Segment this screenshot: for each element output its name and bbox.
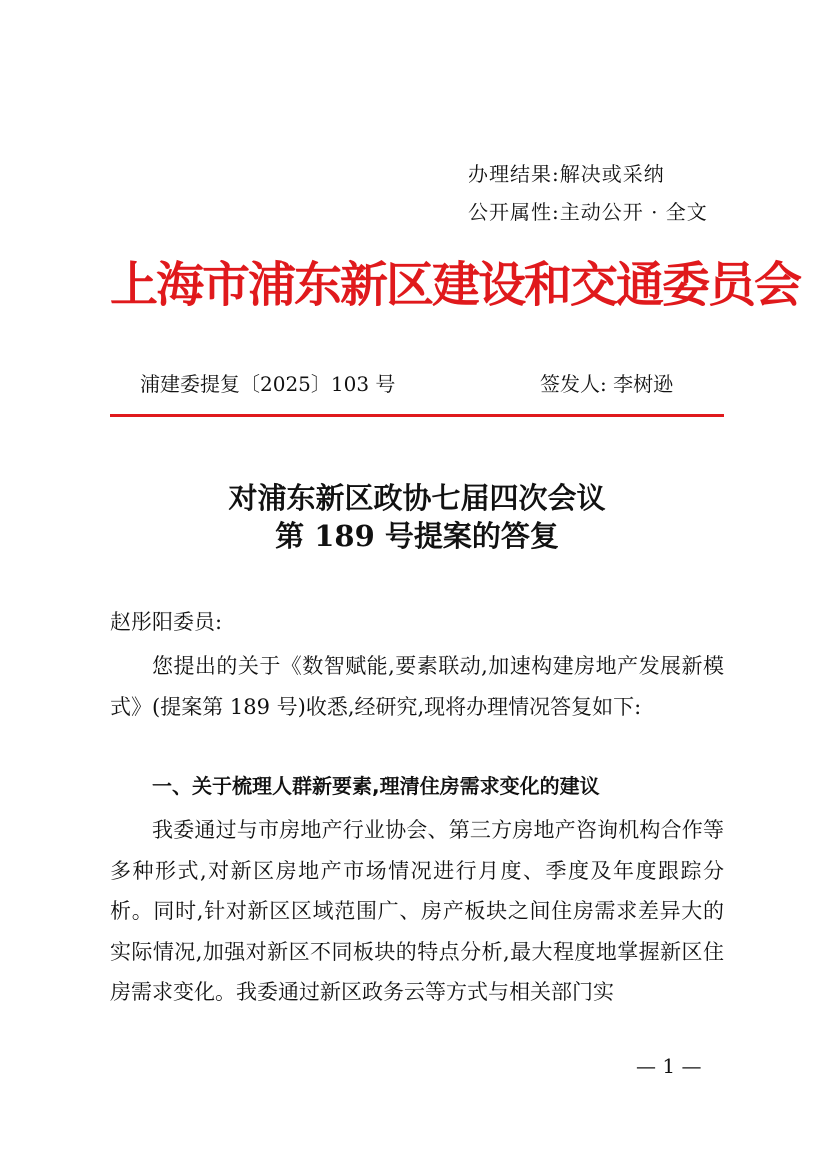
section-1-paragraph: 我委通过与市房地产行业协会、第三方房地产咨询机构合作等多种形式,对新区房地产市场情况进行月度、季度及年度跟踪分析。同时,针对新区区域范围广、房产板块之间住房需求差异大的实际情况,加强对新区不同板块的特点分析,最大程度地掌握新区住房需求变化。我委通过新区政务云等方式与相关部门实 [110,818,724,1004]
document-number: 浦建委提复〔2025〕103 号 [140,372,396,396]
signer: 签发人: 李树逊 [540,372,674,396]
handling-result: 办理结果:解决或采纳 [468,162,665,186]
salutation: 赵彤阳委员: [110,610,223,634]
page-number: — 1 — [636,1054,702,1078]
issuing-organization-title: 上海市浦东新区建设和交通委员会 [110,257,801,313]
disclosure-attribute: 公开属性:主动公开 · 全文 [468,200,708,224]
document-title-line-1: 对浦东新区政协七届四次会议 [228,481,606,515]
intro-paragraph: 您提出的关于《数智赋能,要素联动,加速构建房地产发展新模式》(提案第 189 号)收悉,经研究,现将办理情况答复如下: [110,654,724,719]
document-title-line-2: 第 189 号提案的答复 [275,519,559,553]
red-divider [110,414,724,417]
section-1-heading: 一、关于梳理人群新要素,理清住房需求变化的建议 [152,774,600,798]
